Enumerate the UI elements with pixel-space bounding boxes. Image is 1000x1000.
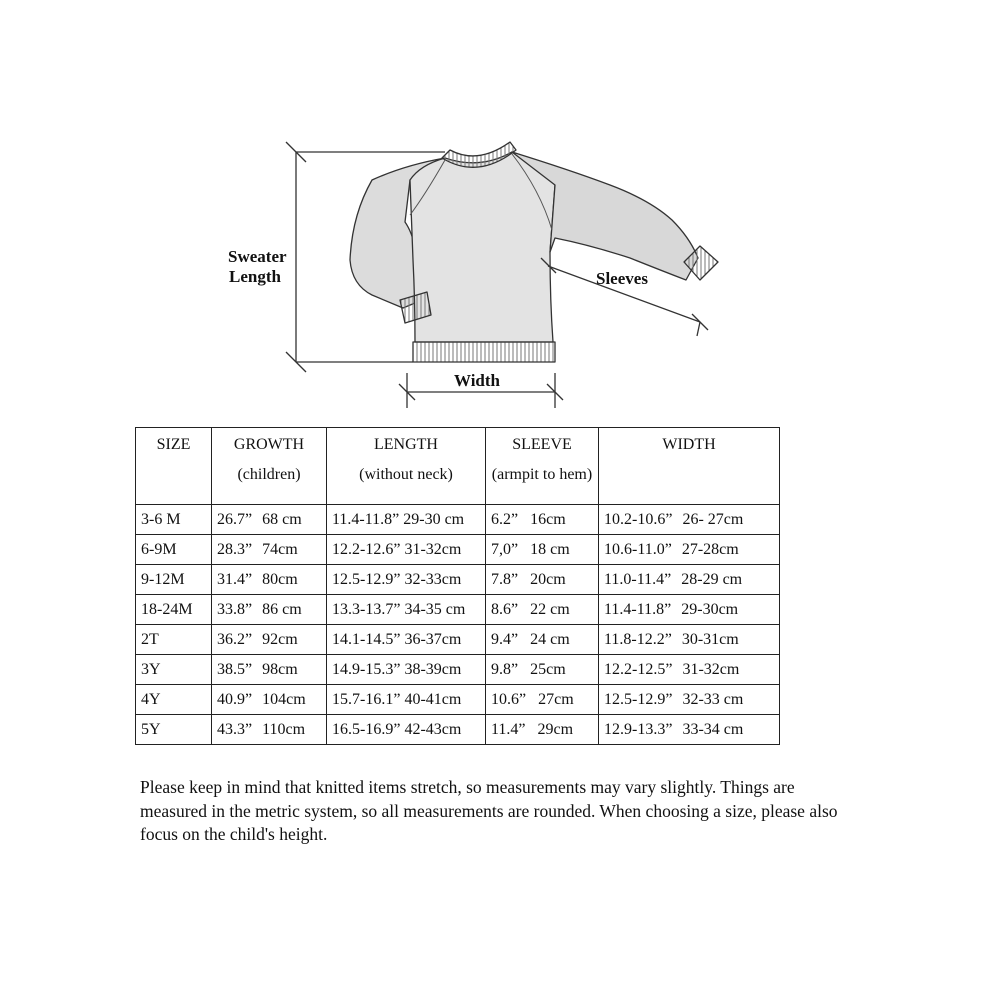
cell-growth: 26.7” 68 cm bbox=[212, 505, 327, 535]
table-row bbox=[136, 715, 780, 745]
header-width: WIDTH bbox=[599, 428, 780, 505]
cell-length: 14.9-15.3” 38-39cm bbox=[327, 655, 486, 685]
cell-size: 3Y bbox=[136, 655, 212, 685]
header-sleeve: SLEEVE (armpit to hem) bbox=[486, 428, 599, 505]
cell-width: 10.6-11.0” 27-28cm bbox=[599, 535, 780, 565]
cell-size: 4Y bbox=[136, 685, 212, 715]
table-row bbox=[136, 625, 780, 655]
size-chart-table bbox=[135, 427, 780, 745]
cell-sleeve: 10.6” 27cm bbox=[486, 685, 599, 715]
length-label-line1: Sweater bbox=[228, 247, 287, 266]
cell-length: 11.4-11.8” 29-30 cm bbox=[327, 505, 486, 535]
length-label-line2: Length bbox=[229, 267, 281, 286]
cell-sleeve: 9.8” 25cm bbox=[486, 655, 599, 685]
cell-growth: 40.9” 104cm bbox=[212, 685, 327, 715]
cell-length: 12.5-12.9” 32-33cm bbox=[327, 565, 486, 595]
cell-growth: 38.5” 98cm bbox=[212, 655, 327, 685]
table-row bbox=[136, 565, 780, 595]
cell-sleeve: 7,0” 18 cm bbox=[486, 535, 599, 565]
cell-sleeve: 11.4” 29cm bbox=[486, 715, 599, 745]
sleeves-label: Sleeves bbox=[596, 269, 648, 288]
cell-length: 16.5-16.9” 42-43cm bbox=[327, 715, 486, 745]
table-row bbox=[136, 535, 780, 565]
header-size: SIZE bbox=[136, 428, 212, 505]
table-header-row bbox=[136, 428, 780, 505]
cell-width: 10.2-10.6” 26- 27cm bbox=[599, 505, 780, 535]
cell-length: 14.1-14.5” 36-37cm bbox=[327, 625, 486, 655]
cell-growth: 33.8” 86 cm bbox=[212, 595, 327, 625]
table-row bbox=[136, 595, 780, 625]
cell-width: 12.5-12.9” 32-33 cm bbox=[599, 685, 780, 715]
cell-sleeve: 7.8” 20cm bbox=[486, 565, 599, 595]
cell-growth: 31.4” 80cm bbox=[212, 565, 327, 595]
cell-sleeve: 9.4” 24 cm bbox=[486, 625, 599, 655]
cell-size: 18-24M bbox=[136, 595, 212, 625]
cell-length: 12.2-12.6” 31-32cm bbox=[327, 535, 486, 565]
cell-width: 12.9-13.3” 33-34 cm bbox=[599, 715, 780, 745]
cell-width: 11.8-12.2” 30-31cm bbox=[599, 625, 780, 655]
cell-growth: 43.3” 110cm bbox=[212, 715, 327, 745]
width-label: Width bbox=[454, 371, 500, 390]
cell-width: 11.0-11.4” 28-29 cm bbox=[599, 565, 780, 595]
cell-sleeve: 6.2” 16cm bbox=[486, 505, 599, 535]
cell-size: 2T bbox=[136, 625, 212, 655]
cell-width: 11.4-11.8” 29-30cm bbox=[599, 595, 780, 625]
cell-size: 6-9M bbox=[136, 535, 212, 565]
table-row bbox=[136, 655, 780, 685]
cell-width: 12.2-12.5” 31-32cm bbox=[599, 655, 780, 685]
header-growth: GROWTH (children) bbox=[212, 428, 327, 505]
cell-length: 15.7-16.1” 40-41cm bbox=[327, 685, 486, 715]
table-row bbox=[136, 505, 780, 535]
cell-size: 3-6 M bbox=[136, 505, 212, 535]
sweater-body-shape bbox=[410, 152, 555, 342]
hem-band bbox=[413, 342, 555, 362]
cell-sleeve: 8.6” 22 cm bbox=[486, 595, 599, 625]
table-row bbox=[136, 685, 780, 715]
sweater-illustration bbox=[350, 142, 718, 362]
cell-size: 9-12M bbox=[136, 565, 212, 595]
sizing-note: Please keep in mind that knitted items stretch, so measurements may vary slightly. Things are measured in the metric system, so all measurements are rounded. When choosing a size, please also focus on the child's height. bbox=[140, 777, 838, 844]
cell-growth: 28.3” 74cm bbox=[212, 535, 327, 565]
cell-growth: 36.2” 92cm bbox=[212, 625, 327, 655]
cell-size: 5Y bbox=[136, 715, 212, 745]
cell-length: 13.3-13.7” 34-35 cm bbox=[327, 595, 486, 625]
sweater-measurement-diagram bbox=[0, 0, 1000, 420]
header-length: LENGTH (without neck) bbox=[327, 428, 486, 505]
